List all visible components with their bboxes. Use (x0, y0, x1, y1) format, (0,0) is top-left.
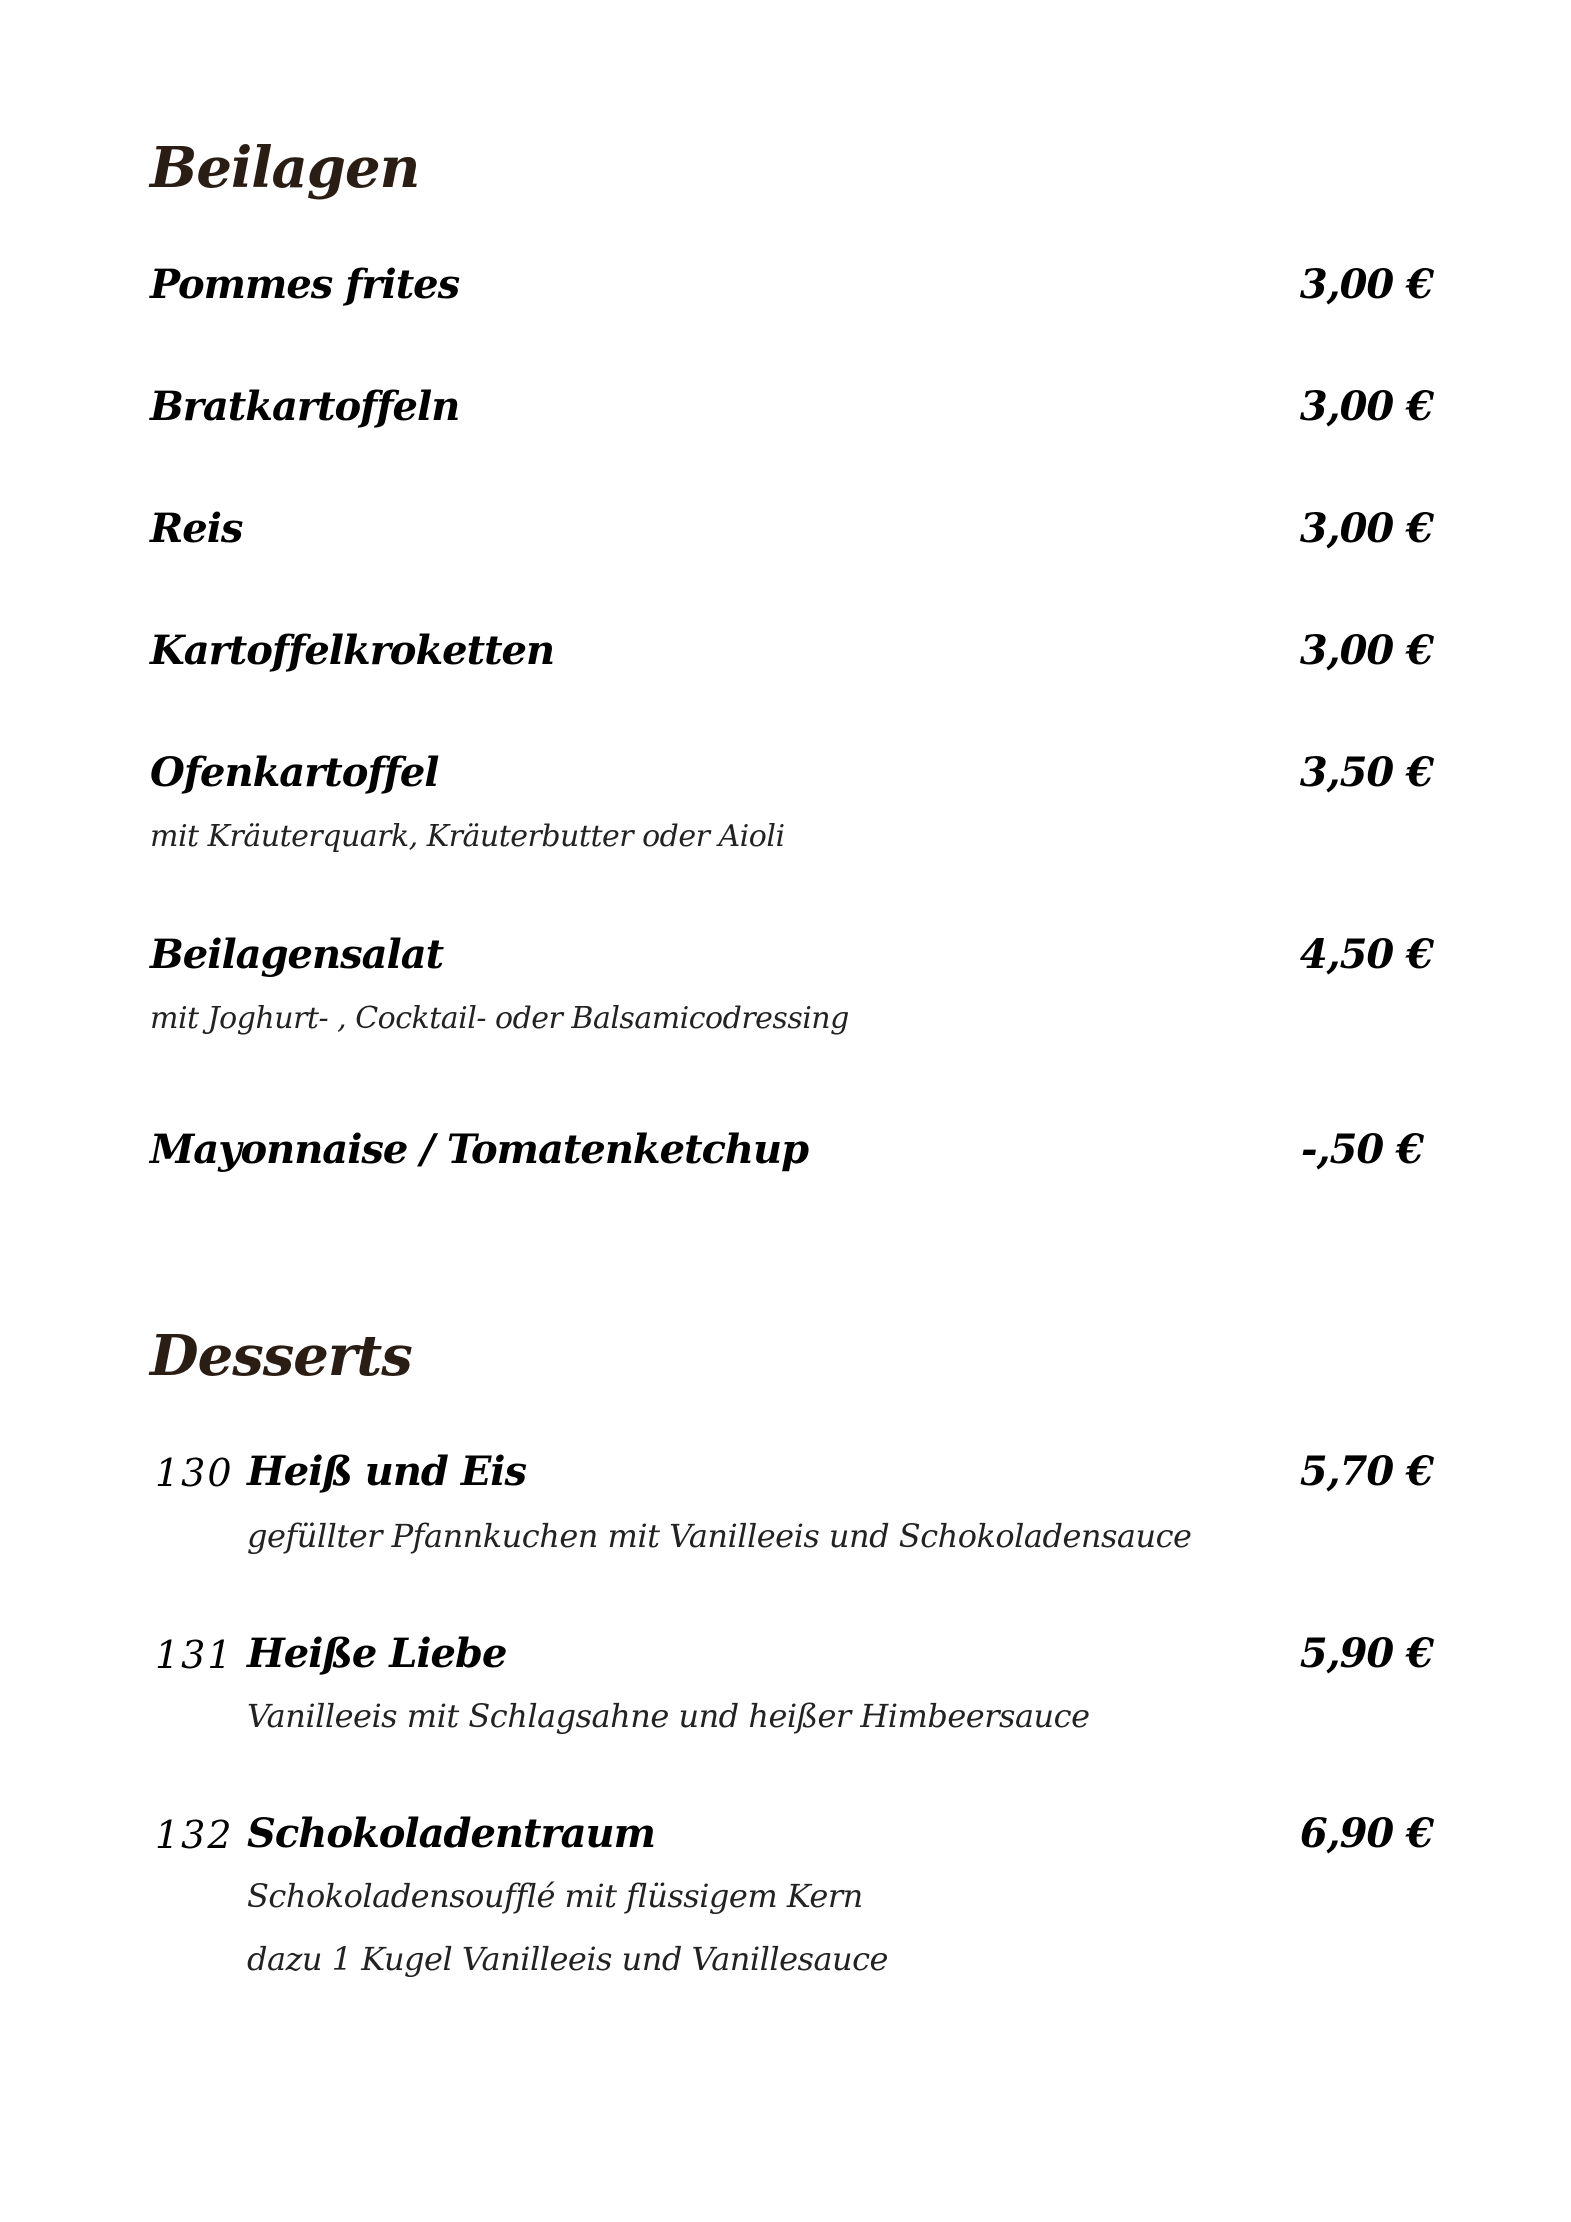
beilagen-heading: Beilagen (150, 135, 420, 201)
beilage-item-price: 3,00 € (1299, 505, 1433, 552)
beilage-item-price: 3,50 € (1299, 749, 1433, 796)
dessert-item-name: Heiß und Eis (247, 1448, 527, 1495)
dessert-item-description: Vanilleeis mit Schlagsahne und heißer Himbeersauce (247, 1697, 1090, 1735)
beilage-item-name: Pommes frites (150, 261, 460, 308)
beilage-item-name: Mayonnaise / Tomatenketchup (150, 1126, 809, 1173)
beilage-item-price: 3,00 € (1299, 383, 1433, 430)
dessert-number: 130 (155, 1451, 234, 1495)
beilage-item-price: 3,00 € (1299, 627, 1433, 674)
beilage-item-name: Beilagensalat (150, 931, 444, 978)
dessert-item-price: 5,70 € (1299, 1448, 1433, 1495)
desserts-heading: Desserts (150, 1323, 412, 1389)
beilage-item-name: Ofenkartoffel (150, 749, 439, 796)
beilage-item-price: -,50 € (1301, 1126, 1423, 1173)
dessert-item-description: dazu 1 Kugel Vanilleeis und Vanillesauce (247, 1940, 888, 1978)
dessert-number: 131 (155, 1633, 234, 1677)
beilage-item-name: Reis (150, 505, 243, 552)
dessert-item-name: Schokoladentraum (247, 1810, 655, 1857)
dessert-item-price: 5,90 € (1299, 1630, 1433, 1677)
beilage-item-price: 3,00 € (1299, 261, 1433, 308)
dessert-item-price: 6,90 € (1299, 1810, 1433, 1857)
beilage-item-name: Kartoffelkroketten (150, 627, 555, 674)
beilage-item-description: mit Kräuterquark, Kräuterbutter oder Aioli (150, 819, 785, 854)
dessert-item-description: Schokoladensoufflé mit flüssigem Kern (247, 1877, 863, 1915)
beilage-item-price: 4,50 € (1299, 931, 1433, 978)
dessert-item-name: Heiße Liebe (247, 1630, 507, 1677)
beilage-item-name: Bratkartoffeln (150, 383, 460, 430)
dessert-item-description: gefüllter Pfannkuchen mit Vanilleeis und Schokoladensauce (247, 1517, 1192, 1555)
beilage-item-description: mit Joghurt- , Cocktail- oder Balsamicodressing (150, 1001, 849, 1036)
dessert-number: 132 (155, 1813, 234, 1857)
